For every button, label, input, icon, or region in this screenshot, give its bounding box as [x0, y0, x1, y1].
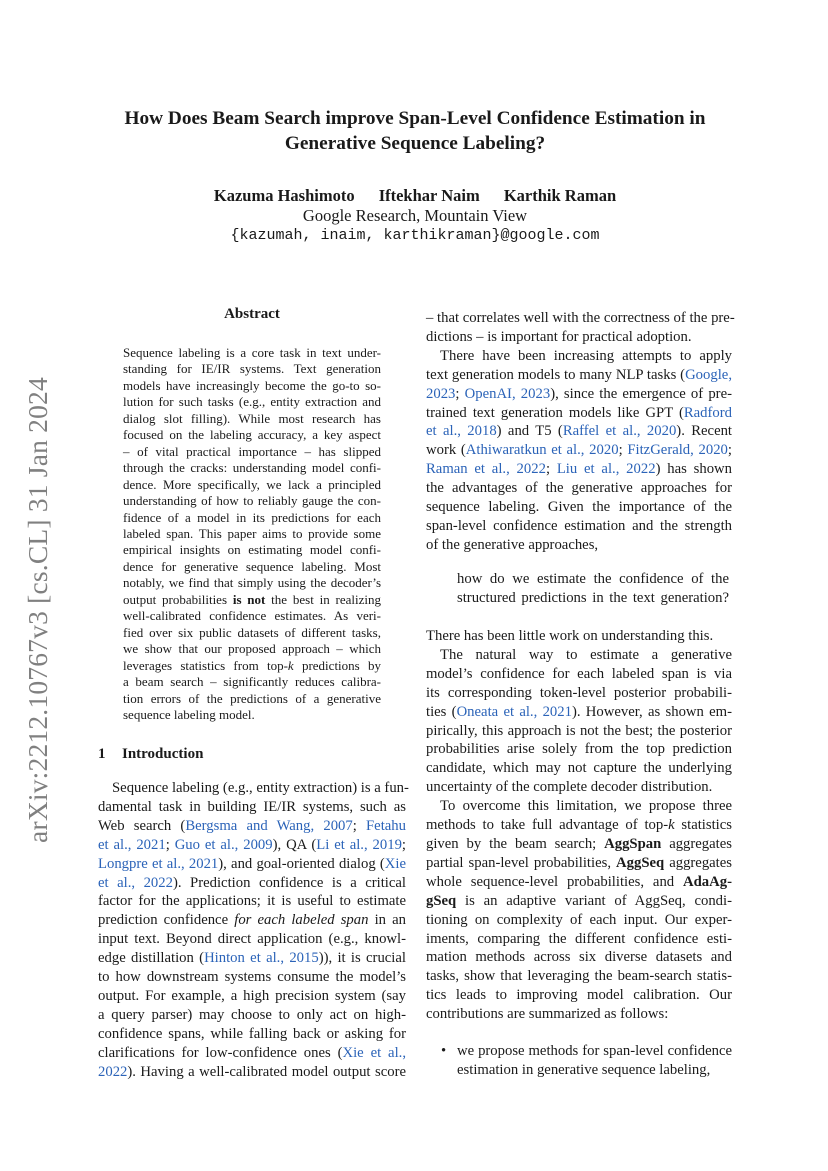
text-line: trained text generation models like GPT (Radford: [426, 404, 732, 421]
citation-link[interactable]: Hinton et al., 2015: [204, 950, 319, 967]
text-line: uncertainty of the complete decoder distribution.: [426, 779, 713, 796]
abstract-line: focused on the labeling accuracy, a key aspect: [123, 427, 381, 443]
text-line: prediction confidence for each labeled span in an: [98, 912, 406, 929]
text-line: factor for the applications; it is useful to estimate: [98, 893, 406, 910]
citation-link[interactable]: Radford: [683, 404, 732, 421]
text-line: methods to take full advantage of top-k statistics: [426, 817, 732, 834]
quote-line: how do we estimate the confidence of the: [457, 571, 729, 587]
text-line: a query parser) may choose to only act on high-: [98, 1006, 406, 1023]
text-line: input text. Beyond direct application (e.g., knowl-: [98, 931, 406, 948]
intro-left-column: [98, 779, 409, 1082]
citation-link[interactable]: Xie: [384, 855, 406, 872]
text-line: clarifications for low-confidence ones (Xie et al.,: [98, 1044, 406, 1061]
paper-title: [90, 106, 740, 156]
abstract-line: output probabilities is not the best in realizing: [123, 591, 381, 607]
citation-link[interactable]: Raffel et al., 2020: [562, 423, 677, 440]
text-line: Sequence labeling (e.g., entity extraction) is a fun-: [112, 780, 409, 796]
citation-link[interactable]: FitzGerald, 2020: [627, 442, 728, 459]
text-line: ties (Oneata et al., 2021). However, as shown em-: [426, 703, 732, 720]
author-emails: {kazumah, inaim, karthikraman}@google.com: [230, 227, 600, 244]
text-line: gSeq is an adaptive variant of AggSeq, condi-: [426, 892, 732, 909]
text-line: candidate, which may not capture the underlying: [426, 760, 732, 777]
text-line: edge distillation (Hinton et al., 2015)), it is crucial: [98, 950, 406, 967]
text-line: contributions are summarized as follows:: [426, 1006, 669, 1023]
text-line: its corresponding token-level posterior probabili-: [426, 684, 732, 701]
section-heading: [98, 746, 203, 763]
abstract-line: standing for IE/IR systems. Text generation: [123, 361, 381, 377]
abstract-line: notably, we find that simply using the decoder’s: [123, 575, 381, 591]
text-line: tics leads to improving model calibration. Our: [426, 987, 732, 1004]
text-line: – that correlates well with the correctness of the pre-: [426, 310, 735, 326]
quote-line: structured predictions in the text generation?: [457, 589, 729, 606]
abstract-line: leverages statistics from top-k predictions by: [123, 657, 382, 673]
arxiv-sidebar-stamp: [18, 370, 58, 850]
section-title: Introduction: [122, 746, 204, 762]
text-line: sequence labeling. Given the importance of the: [426, 499, 732, 516]
text-line: text generation models to many NLP tasks (Google,: [426, 366, 732, 383]
text-line: Longpre et al., 2021), and goal-oriented dialog (Xie: [98, 855, 406, 872]
author-name: Kazuma Hashimoto: [213, 186, 355, 205]
text-line: estimation in generative sequence labeling,: [457, 1061, 711, 1078]
abstract-line: models have increasingly become the go-to so-: [123, 377, 381, 393]
text-line: partial span-level probabilities, AggSeq aggregates: [426, 854, 733, 871]
text-line: of the generative approaches,: [426, 536, 599, 553]
abstract-line: – of vital practical importance – has slipped: [123, 443, 381, 459]
abstract-line: fied over six public datasets of different tasks,: [123, 624, 381, 640]
text-line: tioning on complexity of each input. Our exper-: [426, 911, 732, 928]
text-line: work (Athiwaratkun et al., 2020; FitzGerald, 2020;: [426, 442, 732, 459]
text-line: pirically, this approach is not the best; the posterior: [426, 722, 732, 739]
citation-link[interactable]: OpenAI, 2023: [464, 385, 551, 402]
citation-link[interactable]: Google,: [685, 366, 732, 383]
text-line: Web search (Bergsma and Wang, 2007; Fetahu: [98, 817, 406, 834]
citation-link[interactable]: et al., 2022: [98, 874, 173, 891]
text-line: whole sequence-level probabilities, and AdaAg-: [426, 873, 732, 890]
text-line: the advantages of the generative approaches for: [426, 480, 732, 497]
abstract-line: we show that our proposed approach – which: [123, 641, 381, 657]
abstract-line: dence for generative sequence labeling. Most: [123, 558, 381, 574]
abstract-line: understanding of how to reliably gauge the con-: [123, 493, 381, 509]
intro-right-column-bottom: [426, 627, 732, 1024]
text-line: The natural way to estimate a generative: [440, 646, 732, 663]
citation-link[interactable]: et al., 2018: [426, 423, 497, 440]
citation-link[interactable]: Xie et al.,: [342, 1044, 406, 1061]
title-line: How Does Beam Search improve Span-Level Confidence Estimation in: [124, 108, 706, 129]
abstract-line: sequence labeling model.: [123, 706, 255, 722]
abstract-line: through the cracks: understanding model confi-: [123, 460, 381, 476]
author-name: Iftekhar Naim: [378, 186, 480, 205]
abstract-line: Sequence labeling is a core task in text under-: [123, 345, 381, 360]
bullet-marker: •: [441, 1043, 447, 1059]
citation-link[interactable]: Li et al., 2019: [316, 836, 402, 853]
abstract-line: a beam search – significantly reduces calibra-: [123, 674, 381, 690]
citation-link[interactable]: Athiwaratkun et al., 2020: [465, 442, 619, 459]
text-line: given by the beam search; AggSpan aggregates: [426, 835, 732, 852]
citation-link[interactable]: et al., 2021: [98, 836, 166, 853]
text-line: damental task in building IE/IR systems, such as: [98, 798, 406, 815]
text-line: tasks, show that leveraging the beam-search statis-: [426, 968, 732, 985]
text-line: et al., 2018) and T5 (Raffel et al., 2020). Recent: [426, 423, 733, 440]
citation-link[interactable]: 2023: [426, 385, 456, 402]
citation-link[interactable]: Bergsma and Wang, 2007: [185, 817, 353, 834]
abstract-line: well-calibrated confidence estimates. As veri-: [123, 608, 381, 624]
text-line: To overcome this limitation, we propose three: [440, 798, 732, 815]
title-line: Generative Sequence Labeling?: [284, 133, 546, 154]
citation-link[interactable]: Guo et al., 2009: [174, 836, 273, 853]
text-line: probabilities arise solely from the top prediction: [426, 741, 732, 758]
abstract-line: dialog slot filling). While most research has: [123, 410, 381, 426]
abstract-line: dence. More specifically, we lack a principled: [123, 476, 381, 492]
abstract-line: tion errors of the predictions of a generative: [123, 690, 381, 706]
text-line: 2023; OpenAI, 2023), since the emergence of pre-: [426, 385, 732, 402]
text-line: span-level confidence estimation and the strength: [426, 517, 732, 534]
text-line: There has been little work on understanding this.: [426, 628, 714, 644]
text-line: et al., 2021; Guo et al., 2009), QA (Li et al., 2019;: [98, 836, 407, 853]
text-line: dictions – is important for practical adoption.: [426, 328, 692, 345]
abstract-line: lution for such tasks (e.g., entity extraction and: [123, 394, 381, 410]
text-line: Raman et al., 2022; Liu et al., 2022) has shown: [426, 461, 732, 478]
citation-link[interactable]: Fetahu: [366, 817, 406, 834]
section-number: 1: [98, 746, 106, 762]
citation-link[interactable]: Longpre et al., 2021: [98, 855, 219, 872]
text-line: to how downstream systems consume the model’s: [98, 969, 406, 986]
text-line: model’s confidence for each labeled span is via: [426, 665, 732, 682]
text-line: we propose methods for span-level confidence: [457, 1043, 732, 1059]
text-line: output. For example, a high precision system (say: [98, 987, 406, 1004]
affiliation: Google Research, Mountain View: [302, 206, 528, 225]
text-line: iments, comparing the different confidence esti-: [426, 930, 732, 947]
citation-link[interactable]: 2022: [98, 1063, 128, 1080]
abstract-heading: Abstract: [224, 306, 280, 322]
abstract-line: labeled span. This paper aims to provide some: [123, 525, 381, 541]
abstract-line: empirical insights on estimating model confi-: [123, 542, 381, 558]
citation-link[interactable]: Raman et al., 2022: [426, 461, 546, 478]
text-line: 2022). Having a well-calibrated model output score: [98, 1063, 406, 1080]
arxiv-identifier: arXiv:2212.10767v3 [cs.CL] 31 Jan 2024: [22, 377, 53, 843]
bullet-text: [457, 1042, 732, 1080]
abstract-line: fidence of a model in its predictions for each: [123, 509, 381, 525]
abstract-body: [123, 345, 381, 723]
text-line: et al., 2022). Prediction confidence is a critical: [98, 874, 407, 891]
intro-right-column-top: [426, 309, 735, 555]
text-line: mation methods across six diverse datasets and: [426, 949, 732, 966]
citation-link[interactable]: Liu et al., 2022: [556, 461, 656, 478]
research-question-quote: [457, 570, 729, 608]
author-list: [90, 186, 740, 206]
citation-link[interactable]: Oneata et al., 2021: [456, 703, 572, 720]
text-line: There have been increasing attempts to apply: [440, 347, 732, 364]
text-line: confidence spans, while falling back or asking for: [98, 1025, 406, 1042]
author-name: Karthik Raman: [503, 186, 617, 205]
